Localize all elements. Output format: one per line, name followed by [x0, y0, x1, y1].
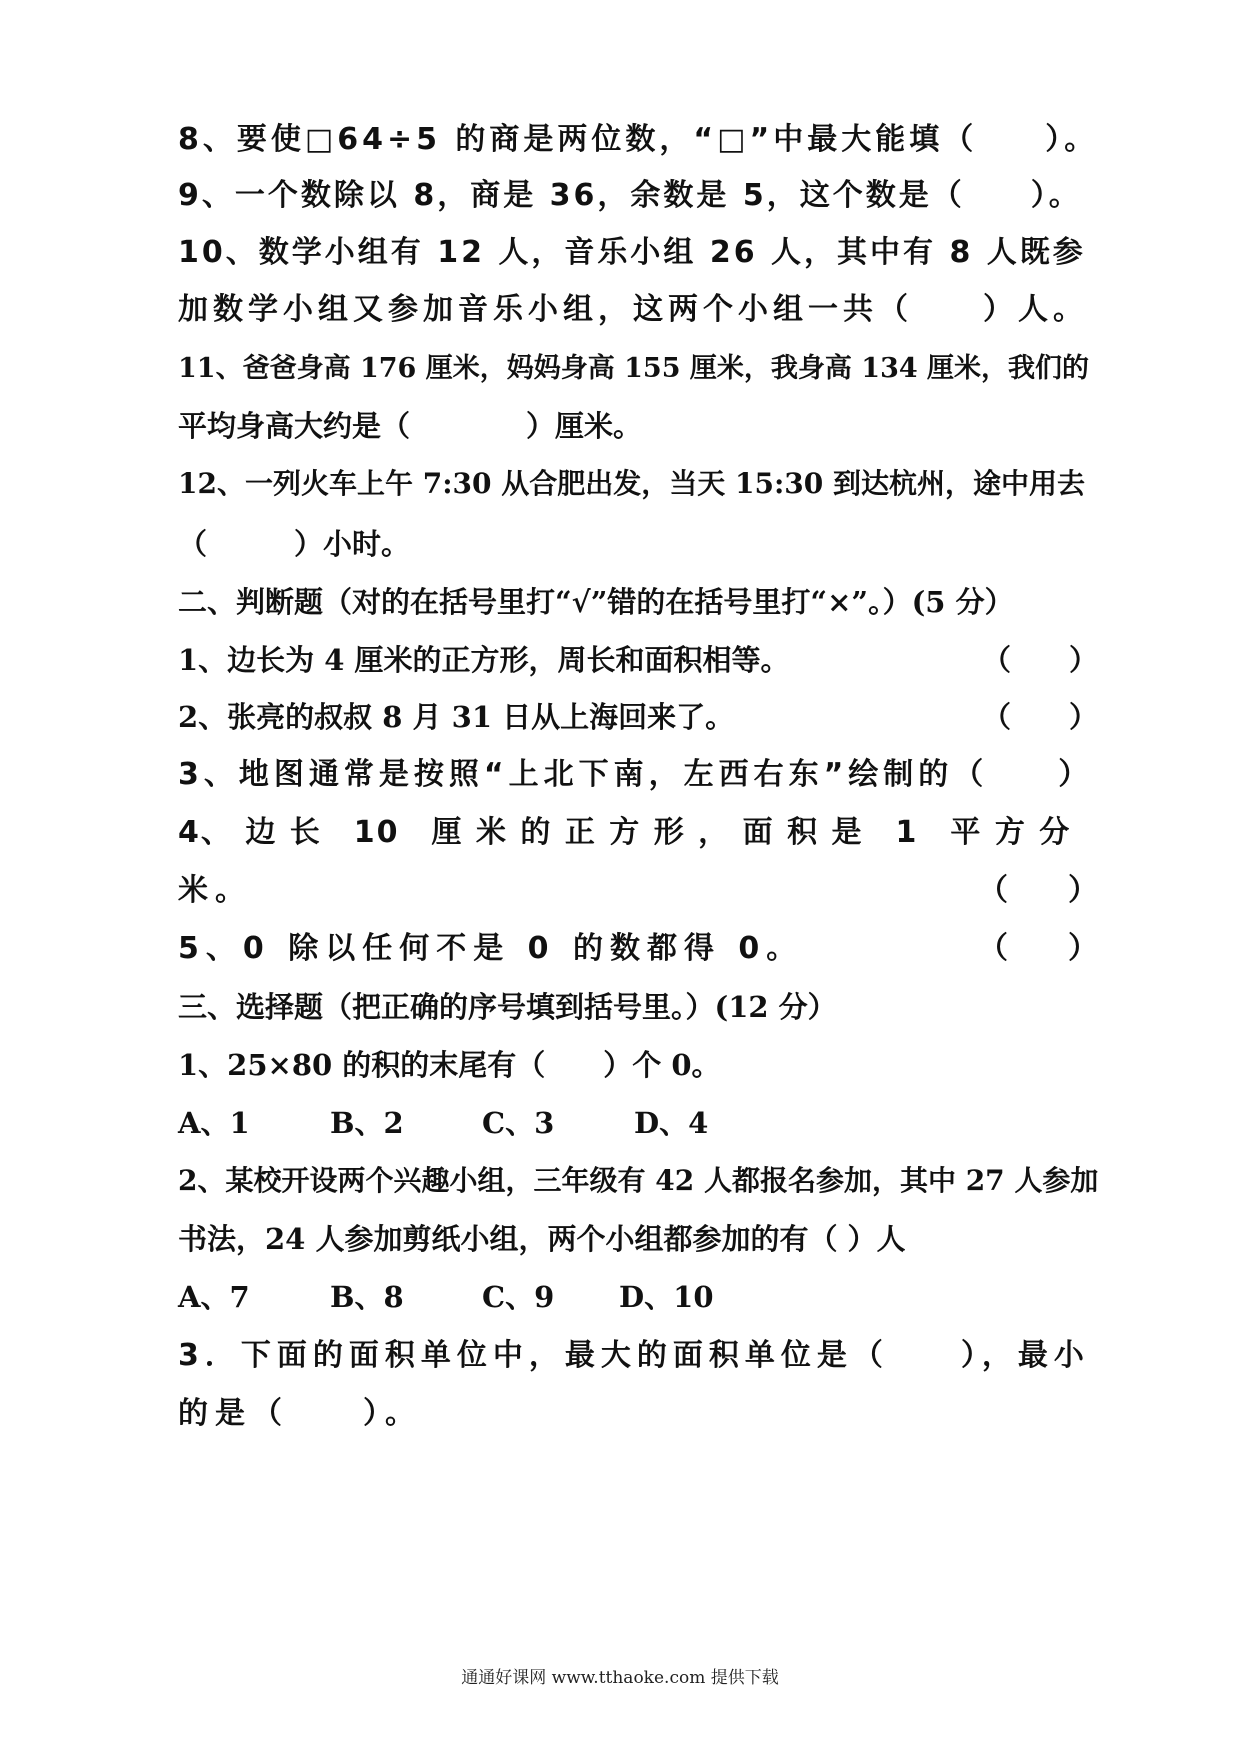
section-3-heading: 三、选择题（把正确的序号填到括号里。）(12 分） [178, 990, 837, 1024]
judge-item-1-text: 1、边长为 4 厘米的正方形，周长和面积相等。 [178, 643, 790, 677]
judge-item-5-text: 5、0 除以任何不是 0 的数都得 0。 [178, 931, 804, 966]
choice-3-line-2: 的是（ ）。 [178, 1396, 422, 1431]
option-c: C、3 [482, 1106, 555, 1140]
option-b: B、8 [330, 1280, 404, 1314]
option-d: D、4 [634, 1106, 709, 1140]
option-d: D、10 [619, 1280, 714, 1314]
section-2-heading: 二、判断题（对的在括号里打“√”错的在括号里打“×”。）(5 分） [178, 585, 1014, 619]
question-8: 8、要使□64÷5 的商是两位数，“□”中最大能填（ ）。 [178, 122, 1099, 157]
question-10-line-1: 10、数学小组有 12 人，音乐小组 26 人，其中有 8 人既参 [178, 235, 1086, 270]
choice-2-options [178, 1273, 1098, 1321]
question-12-line-1: 12、一列火车上午 7:30 从合肥出发，当天 15:30 到达杭州，途中用去 [178, 467, 1086, 500]
judge-item-1 [178, 636, 1098, 684]
judge-item-4-line-1: 4、 边 长 10 厘 米 的 正 方 形 ， 面 积 是 1 平 方 分 [178, 815, 1072, 850]
judge-item-5 [178, 925, 1098, 973]
judge-item-2-text: 2、张亮的叔叔 8 月 31 日从上海回来了。 [178, 700, 735, 734]
question-11-line-2: 平均身高大约是（ ）厘米。 [178, 409, 643, 443]
choice-2-line-2: 书法，24 人参加剪纸小组，两个小组都参加的有（ ）人 [178, 1222, 906, 1256]
question-10-line-2: 加数学小组又参加音乐小组，这两个小组一共（ ）人。 [178, 292, 1088, 327]
judge-item-2-bracket: （ ） [981, 700, 1098, 734]
question-12-line-2: （ ）小时。 [178, 527, 411, 561]
choice-1-options [178, 1099, 1098, 1147]
judge-item-2 [178, 693, 1098, 741]
question-11-line-1: 11、爸爸身高 176 厘米，妈妈身高 155 厘米，我身高 134 厘米，我们的 [178, 353, 1090, 384]
choice-2-line-1: 2、某校开设两个兴趣小组，三年级有 42 人都报名参加，其中 27 人参加 [178, 1164, 1099, 1197]
option-a: A、1 [178, 1106, 250, 1140]
judge-item-4-bracket: （ ） [978, 873, 1098, 908]
option-c: C、9 [482, 1280, 555, 1314]
judge-item-1-bracket: （ ） [981, 643, 1098, 677]
option-b: B、2 [330, 1106, 404, 1140]
choice-3-line-1: 3．下面的面积单位中，最大的面积单位是（ ），最小 [178, 1338, 1090, 1373]
judge-item-5-bracket: （ ） [978, 931, 1098, 966]
judge-item-4-line-2 [178, 867, 1098, 915]
option-a: A、7 [178, 1280, 250, 1314]
judge-item-3: 3、地图通常是按照“上北下南，左西右东”绘制的（ ） [178, 757, 1094, 792]
page-footer: 通通好课网 www.tthaoke.com 提供下载 [461, 1668, 779, 1688]
choice-1: 1、25×80 的积的末尾有（ ）个 0。 [178, 1048, 721, 1082]
question-9: 9、一个数除以 8，商是 36，余数是 5，这个数是（ ）。 [178, 178, 1082, 213]
judge-item-4-text: 米。 [178, 873, 252, 908]
